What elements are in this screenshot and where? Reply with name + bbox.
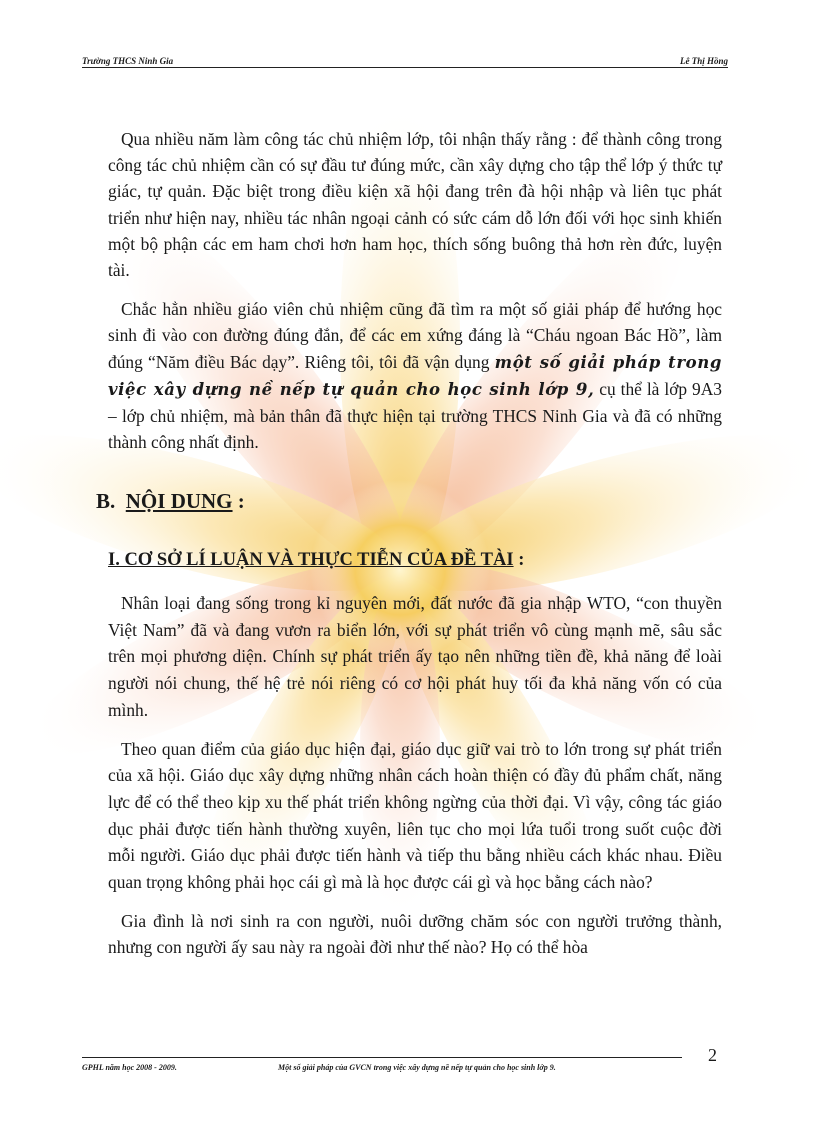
footer-year: GPHL năm học 2008 - 2009.	[82, 1063, 177, 1072]
intro-section	[108, 126, 722, 455]
intro-p2-emphasis: một số giải pháp trong việc xây dựng nề nếp tự quản cho học sinh lớp 9,	[108, 352, 723, 399]
intro-p2-tail: cụ thể là lớp 9A3 – lớp chủ nhiệm, mà bản thân đã thực hiện tại trường THCS Ninh Gia và đã có những thành công nhất định.	[108, 378, 722, 453]
intro-p2-lead: Chắc hẳn nhiều giáo viên chủ nhiệm cũng đã tìm ra một số giải pháp để hướng học sinh đi vào con đường đúng đắn, để các em xứng đáng là “Cháu ngoan Bác Hồ”, làm đúng “Năm điều Bác dạy”. Riêng tôi, tôi đã vận dụng	[108, 299, 722, 372]
page-number: 2	[708, 1045, 717, 1065]
section-i-title: I. CƠ SỞ LÍ LUẬN VÀ THỰC TIỄN CỦA ĐỀ TÀI	[108, 550, 514, 570]
section-b-prefix: B.	[96, 489, 116, 513]
footer-divider	[82, 1057, 682, 1058]
intro-paragraph-1: Qua nhiều năm làm công tác chủ nhiệm lớp, tôi nhận thấy rằng : để thành công trong công tác chủ nhiệm cần có sự đầu tư đúng mức, cần xây dựng cho tập thể lớp ý thức tự giác, tự quản. Đặc biệt trong điều kiện xã hội đang trên đà hội nhập và liên tục phát triển như hiện nay, nhiều tác nhân ngoại cảnh có sức cám dỗ lớn đối với học sinh khiến một bộ phận các em ham chơi hơn ham học, thích sống buông thả hơn rèn đức, luyện tài.	[108, 129, 722, 281]
section-b-heading	[96, 489, 245, 514]
footer-title: Một số giải pháp của GVCN trong việc xây dựng nề nếp tự quản cho học sinh lớp 9.	[278, 1063, 556, 1072]
header-author: Lê Thị Hồng	[679, 56, 728, 66]
section-b-title: NỘI DUNG	[125, 489, 233, 513]
body-paragraph-1: Nhân loại đang sống trong kỉ nguyên mới, đất nước đã gia nhập WTO, “con thuyền Việt Nam” đã và đang vươn ra biển lớn, với sự phát triển vô cùng mạnh mẽ, sâu sắc trên mọi phương diện. Chính sự phát triển ấy tạo nên những tiền đề, khả năng để loài người nói chung, thế hệ trẻ nói riêng có cơ hội phát huy tối đa khả năng vốn có của mình.	[108, 593, 722, 720]
body-section	[108, 590, 722, 961]
intro-paragraph-2	[108, 296, 722, 455]
section-i-heading	[108, 550, 524, 571]
header-school: Trường THCS Ninh Gia	[82, 56, 174, 66]
body-paragraph-3: Gia đình là nơi sinh ra con người, nuôi dưỡng chăm sóc con người trưởng thành, nhưng con người ấy sau này ra ngoài đời như thế nào? Họ có thể hòa	[108, 910, 722, 958]
body-paragraph-2: Theo quan điểm của giáo dục hiện đại, giáo dục giữ vai trò to lớn trong sự phát triển của xã hội. Giáo dục xây dựng những nhân cách hoàn thiện có đầy đủ phẩm chất, năng lực để có thể theo kịp xu thế phát triển không ngừng của thời đại. Vì vậy, công tác giáo dục phải được tiến hành thường xuyên, liên tục cho mọi lứa tuổi trong suốt cuộc đời mỗi người. Giáo dục phải được tiến hành và tiếp thu bằng nhiều cách khác nhau. Điều quan trọng không phải học cái gì mà là học được cái gì và học bằng cách nào?	[108, 738, 722, 893]
section-i-suffix: :	[518, 550, 525, 570]
section-b-suffix: :	[237, 489, 245, 513]
header-divider	[82, 67, 728, 68]
